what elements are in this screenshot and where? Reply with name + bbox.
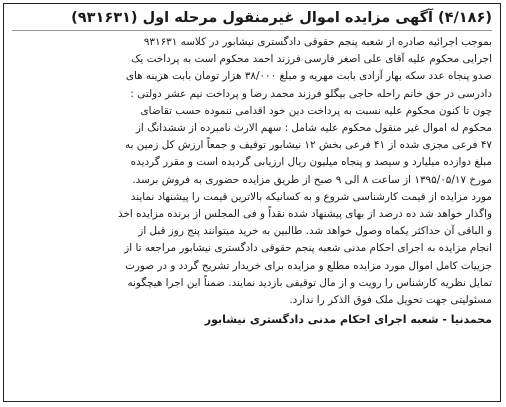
notice-line: اجرایی محکوم علیه آقای علی اصغر فارسی فرزند احمد محکوم است به پرداخت یک [131, 53, 492, 66]
notice-line: مورخ ۱۳۹۵/۰۵/۱۷ از ساعت ۸ الی ۹ صبح از طریق مزایده حضوری به فروش برسد. [132, 173, 492, 186]
notice-line: مسئولیتی جهت تحویل ملک فوق الذکر را ندارد. [289, 294, 492, 307]
notice-line: ۴۷ فرعی مجزی شده از ۴۱ فرعی بخش ۱۲ نیشابور توقیف و جمعاً ارزش کل زمین به [125, 139, 492, 152]
notice-line: صدو پنجاه عدد سکه بهار آزادی بابت مهریه و مبلغ ۳۸/۰۰۰ هزار تومان بابت هزینه های [125, 70, 492, 83]
notice-line: انجام مزایده به اجرای احکام مدنی شعبه پنجم حقوقی دادگستری نیشابور مراجعه تا از [124, 242, 492, 255]
notice-line: مبلغ دوازده میلیارد و سیصد و پنجاه میلیون ریال ارزیابی گردیده است و مقرر گردیده [130, 156, 492, 169]
notice-line: محکوم له اموال غیر منقول محکوم علیه شامل : سهم الارث نامبرده از ششدانگ از [135, 122, 492, 135]
notice-line: چون تا کنون محکوم علیه نسبت به پرداخت دین خود اقدامی ننموده حسب تقاضای [140, 104, 492, 117]
notice-title: (۴/۱۸۶) آگهی مزایده اموال غیرمنقول مرحله اول (۹۳۱۶۳۱) [12, 8, 492, 31]
notice-body [12, 34, 492, 309]
notice-line: دادرسی در حق خانم راحله حاجی بیگلو فرزند محمد رضا و پرداخت نیم عشر دولتی : [130, 87, 492, 100]
notice-line: بموجب اجرائیه صادره از شعبه پنجم حقوقی دادگستری نیشابور در کلاسه ۹۳۱۶۳۱ [143, 36, 492, 48]
notice-line: جزییات کامل اموال مورد مزایده مطلع و مزایده برای خریدار تشریح گردد و در صورت [125, 259, 492, 272]
notice-signature: محمدنیا - شعبه اجرای احکام مدنی دادگستری نیشابور [204, 313, 492, 327]
notice-line: و الباقی آن حداکثر یکماه وصول خواهد شد. طالبین به خرید میتوانند پنج روز قبل از [138, 225, 492, 238]
notice-line: مورد مزایده از قیمت کارشناسی شروع و به کسانیکه بالاترین قیمت را پیشنهاد نمایند [130, 190, 492, 203]
auction-notice [3, 3, 501, 402]
notice-line: واگذار خواهد شد ده درصد از بهای پیشنهاد شده نقداً و فی المجلس از برنده مزایده اخذ [118, 208, 492, 221]
notice-line: تمایل نظریه کارشناس را رویت و از مال توقیفی بازدید نمایند. ضمناً این اجرا هیچگونه [127, 276, 492, 289]
